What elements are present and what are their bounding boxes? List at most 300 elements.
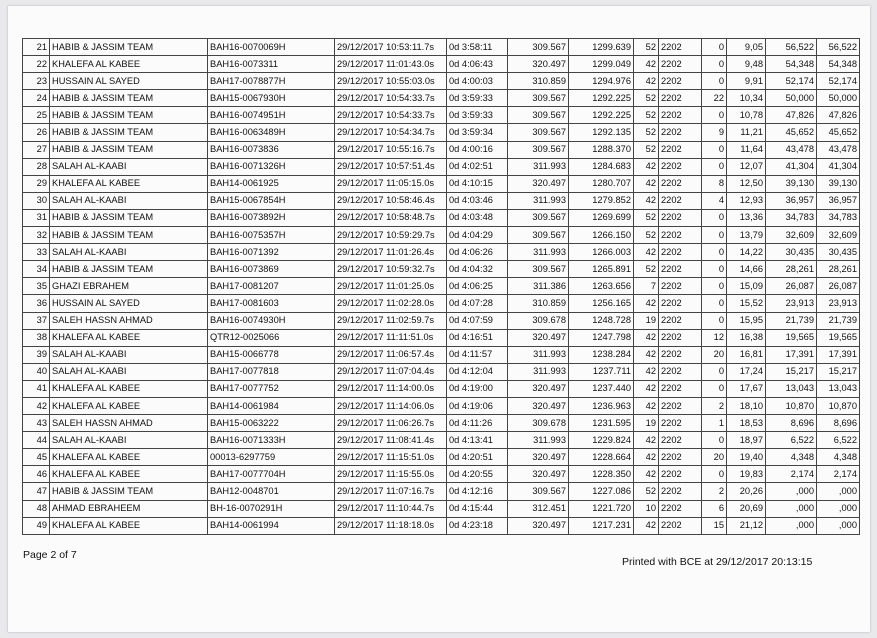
coefficient-cell: 9,48: [727, 56, 766, 73]
total-points-cell: 39,130: [817, 175, 860, 192]
total-points-cell: 45,652: [817, 124, 860, 141]
section-code-cell: 2202: [659, 192, 702, 209]
ring-number-cell: BAH16-0071392: [208, 244, 335, 261]
position-cell: 41: [23, 380, 50, 397]
table-row: [23, 517, 860, 534]
flight-duration-cell: 0d 4:06:26: [447, 244, 508, 261]
total-points-cell: 50,000: [817, 90, 860, 107]
total-points-cell: 17,391: [817, 346, 860, 363]
entries-cell: 0: [702, 432, 727, 449]
fancier-name-cell: HABIB & JASSIM TEAM: [50, 227, 208, 244]
section-code-cell: 2202: [659, 517, 702, 534]
coefficient-cell: 12,93: [727, 192, 766, 209]
section-code-cell: 2202: [659, 432, 702, 449]
entries-cell: 12: [702, 329, 727, 346]
ring-number-cell: BH-16-0070291H: [208, 500, 335, 517]
section-number-cell: 42: [634, 380, 659, 397]
ring-number-cell: BAH14-0061984: [208, 397, 335, 414]
ring-number-cell: BAH17-0077752: [208, 380, 335, 397]
arrival-time-cell: 29/12/2017 10:59:29.7s: [335, 227, 447, 244]
fancier-name-cell: AHMAD EBRAHEEM: [50, 500, 208, 517]
position-cell: 47: [23, 483, 50, 500]
coefficient-cell: 18,53: [727, 415, 766, 432]
arrival-time-cell: 29/12/2017 11:02:28.0s: [335, 295, 447, 312]
speed-cell: 1292.225: [569, 90, 634, 107]
speed-cell: 1229.824: [569, 432, 634, 449]
table-row: [23, 295, 860, 312]
distance-cell: 320.497: [508, 329, 569, 346]
ring-number-cell: BAH15-0063222: [208, 415, 335, 432]
coefficient-cell: 18,10: [727, 397, 766, 414]
ring-number-cell: BAH15-0067854H: [208, 192, 335, 209]
section-code-cell: 2202: [659, 158, 702, 175]
ring-number-cell: BAH17-0078877H: [208, 73, 335, 90]
points-cell: 13,043: [766, 380, 817, 397]
entries-cell: 0: [702, 261, 727, 278]
entries-cell: 0: [702, 227, 727, 244]
section-code-cell: 2202: [659, 449, 702, 466]
coefficient-cell: 9,05: [727, 39, 766, 56]
table-row: [23, 278, 860, 295]
speed-cell: 1292.135: [569, 124, 634, 141]
speed-cell: 1256.165: [569, 295, 634, 312]
speed-cell: 1236.963: [569, 397, 634, 414]
entries-cell: 15: [702, 517, 727, 534]
race-results-table: [22, 38, 860, 535]
fancier-name-cell: HABIB & JASSIM TEAM: [50, 483, 208, 500]
position-cell: 24: [23, 90, 50, 107]
distance-cell: 311.993: [508, 158, 569, 175]
fancier-name-cell: HABIB & JASSIM TEAM: [50, 107, 208, 124]
position-cell: 22: [23, 56, 50, 73]
ring-number-cell: BAH16-0071326H: [208, 158, 335, 175]
coefficient-cell: 9,91: [727, 73, 766, 90]
distance-cell: 311.993: [508, 363, 569, 380]
position-cell: 49: [23, 517, 50, 534]
distance-cell: 320.497: [508, 175, 569, 192]
total-points-cell: 23,913: [817, 295, 860, 312]
points-cell: 32,609: [766, 227, 817, 244]
arrival-time-cell: 29/12/2017 11:02:59.7s: [335, 312, 447, 329]
distance-cell: 320.497: [508, 517, 569, 534]
flight-duration-cell: 0d 4:16:51: [447, 329, 508, 346]
entries-cell: 0: [702, 141, 727, 158]
points-cell: 39,130: [766, 175, 817, 192]
fancier-name-cell: KHALEFA AL KABEE: [50, 397, 208, 414]
table-row: [23, 209, 860, 226]
entries-cell: 0: [702, 73, 727, 90]
section-code-cell: 2202: [659, 329, 702, 346]
total-points-cell: 19,565: [817, 329, 860, 346]
section-number-cell: 19: [634, 415, 659, 432]
total-points-cell: 52,174: [817, 73, 860, 90]
distance-cell: 309.567: [508, 209, 569, 226]
section-code-cell: 2202: [659, 500, 702, 517]
total-points-cell: ,000: [817, 483, 860, 500]
arrival-time-cell: 29/12/2017 11:14:00.0s: [335, 380, 447, 397]
table-row: [23, 483, 860, 500]
arrival-time-cell: 29/12/2017 11:07:16.7s: [335, 483, 447, 500]
total-points-cell: ,000: [817, 517, 860, 534]
arrival-time-cell: 29/12/2017 11:18:18.0s: [335, 517, 447, 534]
ring-number-cell: BAH16-0075357H: [208, 227, 335, 244]
fancier-name-cell: HABIB & JASSIM TEAM: [50, 124, 208, 141]
table-row: [23, 363, 860, 380]
points-cell: ,000: [766, 483, 817, 500]
table-row: [23, 56, 860, 73]
coefficient-cell: 19,83: [727, 466, 766, 483]
position-cell: 25: [23, 107, 50, 124]
distance-cell: 311.386: [508, 278, 569, 295]
speed-cell: 1231.595: [569, 415, 634, 432]
total-points-cell: 8,696: [817, 415, 860, 432]
flight-duration-cell: 0d 4:20:51: [447, 449, 508, 466]
table-row: [23, 158, 860, 175]
position-cell: 30: [23, 192, 50, 209]
table-row: [23, 449, 860, 466]
entries-cell: 0: [702, 312, 727, 329]
total-points-cell: 2,174: [817, 466, 860, 483]
speed-cell: 1269.699: [569, 209, 634, 226]
coefficient-cell: 16,38: [727, 329, 766, 346]
section-code-cell: 2202: [659, 363, 702, 380]
flight-duration-cell: 0d 4:11:57: [447, 346, 508, 363]
coefficient-cell: 20,69: [727, 500, 766, 517]
points-cell: 41,304: [766, 158, 817, 175]
fancier-name-cell: KHALEFA AL KABEE: [50, 466, 208, 483]
section-code-cell: 2202: [659, 346, 702, 363]
total-points-cell: 30,435: [817, 244, 860, 261]
distance-cell: 320.497: [508, 466, 569, 483]
section-number-cell: 42: [634, 56, 659, 73]
speed-cell: 1294.976: [569, 73, 634, 90]
section-code-cell: 2202: [659, 397, 702, 414]
speed-cell: 1247.798: [569, 329, 634, 346]
section-number-cell: 52: [634, 107, 659, 124]
table-row: [23, 175, 860, 192]
fancier-name-cell: KHALEFA AL KABEE: [50, 56, 208, 73]
ring-number-cell: BAH16-0073836: [208, 141, 335, 158]
coefficient-cell: 11,21: [727, 124, 766, 141]
position-cell: 45: [23, 449, 50, 466]
section-code-cell: 2202: [659, 244, 702, 261]
fancier-name-cell: SALEH HASSN AHMAD: [50, 312, 208, 329]
table-row: [23, 312, 860, 329]
ring-number-cell: BAH16-0074930H: [208, 312, 335, 329]
entries-cell: 0: [702, 278, 727, 295]
section-code-cell: 2202: [659, 175, 702, 192]
speed-cell: 1237.711: [569, 363, 634, 380]
position-cell: 48: [23, 500, 50, 517]
table-row: [23, 107, 860, 124]
coefficient-cell: 14,66: [727, 261, 766, 278]
table-row: [23, 380, 860, 397]
section-code-cell: 2202: [659, 261, 702, 278]
section-number-cell: 52: [634, 141, 659, 158]
entries-cell: 2: [702, 483, 727, 500]
entries-cell: 0: [702, 466, 727, 483]
total-points-cell: 54,348: [817, 56, 860, 73]
section-code-cell: 2202: [659, 124, 702, 141]
table-row: [23, 124, 860, 141]
flight-duration-cell: 0d 4:23:18: [447, 517, 508, 534]
position-cell: 42: [23, 397, 50, 414]
entries-cell: 0: [702, 295, 727, 312]
section-number-cell: 52: [634, 39, 659, 56]
coefficient-cell: 19,40: [727, 449, 766, 466]
section-number-cell: 42: [634, 158, 659, 175]
table-row: [23, 73, 860, 90]
distance-cell: 309.567: [508, 90, 569, 107]
ring-number-cell: BAH16-0063489H: [208, 124, 335, 141]
speed-cell: 1248.728: [569, 312, 634, 329]
points-cell: 30,435: [766, 244, 817, 261]
total-points-cell: 13,043: [817, 380, 860, 397]
flight-duration-cell: 0d 4:02:51: [447, 158, 508, 175]
points-cell: 10,870: [766, 397, 817, 414]
section-number-cell: 52: [634, 261, 659, 278]
flight-duration-cell: 0d 4:00:16: [447, 141, 508, 158]
coefficient-cell: 15,52: [727, 295, 766, 312]
fancier-name-cell: HUSSAIN AL SAYED: [50, 73, 208, 90]
position-cell: 40: [23, 363, 50, 380]
section-number-cell: 42: [634, 175, 659, 192]
arrival-time-cell: 29/12/2017 11:01:43.0s: [335, 56, 447, 73]
speed-cell: 1228.350: [569, 466, 634, 483]
position-cell: 31: [23, 209, 50, 226]
flight-duration-cell: 0d 4:19:00: [447, 380, 508, 397]
points-cell: 45,652: [766, 124, 817, 141]
ring-number-cell: BAH17-0081603: [208, 295, 335, 312]
entries-cell: 0: [702, 244, 727, 261]
arrival-time-cell: 29/12/2017 10:55:16.7s: [335, 141, 447, 158]
section-number-cell: 42: [634, 432, 659, 449]
entries-cell: 20: [702, 449, 727, 466]
ring-number-cell: 00013-6297759: [208, 449, 335, 466]
speed-cell: 1292.225: [569, 107, 634, 124]
distance-cell: 309.567: [508, 483, 569, 500]
distance-cell: 312.451: [508, 500, 569, 517]
flight-duration-cell: 0d 4:04:29: [447, 227, 508, 244]
fancier-name-cell: HABIB & JASSIM TEAM: [50, 141, 208, 158]
coefficient-cell: 12,07: [727, 158, 766, 175]
total-points-cell: ,000: [817, 500, 860, 517]
coefficient-cell: 17,67: [727, 380, 766, 397]
table-row: [23, 227, 860, 244]
points-cell: 47,826: [766, 107, 817, 124]
section-number-cell: 7: [634, 278, 659, 295]
arrival-time-cell: 29/12/2017 10:58:48.7s: [335, 209, 447, 226]
position-cell: 26: [23, 124, 50, 141]
section-number-cell: 42: [634, 363, 659, 380]
position-cell: 33: [23, 244, 50, 261]
section-number-cell: 52: [634, 124, 659, 141]
section-number-cell: 42: [634, 466, 659, 483]
arrival-time-cell: 29/12/2017 11:05:15.0s: [335, 175, 447, 192]
entries-cell: 22: [702, 90, 727, 107]
speed-cell: 1237.440: [569, 380, 634, 397]
section-number-cell: 42: [634, 329, 659, 346]
flight-duration-cell: 0d 4:06:25: [447, 278, 508, 295]
results-table-body: [23, 39, 860, 535]
position-cell: 39: [23, 346, 50, 363]
arrival-time-cell: 29/12/2017 10:57:51.4s: [335, 158, 447, 175]
fancier-name-cell: HABIB & JASSIM TEAM: [50, 261, 208, 278]
flight-duration-cell: 0d 4:13:41: [447, 432, 508, 449]
flight-duration-cell: 0d 3:59:34: [447, 124, 508, 141]
coefficient-cell: 18,97: [727, 432, 766, 449]
ring-number-cell: BAH16-0073892H: [208, 209, 335, 226]
entries-cell: 0: [702, 56, 727, 73]
entries-cell: 8: [702, 175, 727, 192]
position-cell: 28: [23, 158, 50, 175]
speed-cell: 1238.284: [569, 346, 634, 363]
section-number-cell: 52: [634, 209, 659, 226]
coefficient-cell: 10,78: [727, 107, 766, 124]
flight-duration-cell: 0d 4:00:03: [447, 73, 508, 90]
section-number-cell: 42: [634, 517, 659, 534]
coefficient-cell: 16,81: [727, 346, 766, 363]
points-cell: 43,478: [766, 141, 817, 158]
distance-cell: 309.678: [508, 312, 569, 329]
flight-duration-cell: 0d 3:59:33: [447, 107, 508, 124]
distance-cell: 311.993: [508, 244, 569, 261]
ring-number-cell: BAH16-0073311: [208, 56, 335, 73]
distance-cell: 310.859: [508, 295, 569, 312]
coefficient-cell: 15,09: [727, 278, 766, 295]
distance-cell: 309.567: [508, 107, 569, 124]
fancier-name-cell: HABIB & JASSIM TEAM: [50, 209, 208, 226]
speed-cell: 1284.683: [569, 158, 634, 175]
fancier-name-cell: SALAH AL-KAABI: [50, 244, 208, 261]
arrival-time-cell: 29/12/2017 10:55:03.0s: [335, 73, 447, 90]
table-row: [23, 432, 860, 449]
arrival-time-cell: 29/12/2017 11:11:51.0s: [335, 329, 447, 346]
section-number-cell: 52: [634, 483, 659, 500]
coefficient-cell: 13,36: [727, 209, 766, 226]
distance-cell: 311.993: [508, 432, 569, 449]
position-cell: 37: [23, 312, 50, 329]
ring-number-cell: BAH15-0066778: [208, 346, 335, 363]
fancier-name-cell: SALAH AL-KAABI: [50, 432, 208, 449]
position-cell: 36: [23, 295, 50, 312]
flight-duration-cell: 0d 4:12:04: [447, 363, 508, 380]
ring-number-cell: BAH17-0081207: [208, 278, 335, 295]
speed-cell: 1266.003: [569, 244, 634, 261]
total-points-cell: 6,522: [817, 432, 860, 449]
speed-cell: 1217.231: [569, 517, 634, 534]
ring-number-cell: BAH16-0070069H: [208, 39, 335, 56]
speed-cell: 1221.720: [569, 500, 634, 517]
section-code-cell: 2202: [659, 209, 702, 226]
position-cell: 27: [23, 141, 50, 158]
page-number: Page 2 of 7: [23, 549, 77, 561]
arrival-time-cell: 29/12/2017 10:54:33.7s: [335, 107, 447, 124]
arrival-time-cell: 29/12/2017 10:58:46.4s: [335, 192, 447, 209]
total-points-cell: 43,478: [817, 141, 860, 158]
position-cell: 29: [23, 175, 50, 192]
arrival-time-cell: 29/12/2017 10:59:32.7s: [335, 261, 447, 278]
total-points-cell: 26,087: [817, 278, 860, 295]
distance-cell: 309.567: [508, 261, 569, 278]
entries-cell: 0: [702, 39, 727, 56]
position-cell: 38: [23, 329, 50, 346]
fancier-name-cell: GHAZI EBRAHEM: [50, 278, 208, 295]
distance-cell: 320.497: [508, 56, 569, 73]
speed-cell: 1279.852: [569, 192, 634, 209]
arrival-time-cell: 29/12/2017 11:15:55.0s: [335, 466, 447, 483]
points-cell: 6,522: [766, 432, 817, 449]
table-row: [23, 192, 860, 209]
ring-number-cell: BAH14-0061925: [208, 175, 335, 192]
total-points-cell: 47,826: [817, 107, 860, 124]
flight-duration-cell: 0d 4:07:28: [447, 295, 508, 312]
ring-number-cell: BAH17-0077818: [208, 363, 335, 380]
flight-duration-cell: 0d 3:59:33: [447, 90, 508, 107]
fancier-name-cell: HABIB & JASSIM TEAM: [50, 39, 208, 56]
total-points-cell: 56,522: [817, 39, 860, 56]
section-number-cell: 10: [634, 500, 659, 517]
points-cell: 23,913: [766, 295, 817, 312]
total-points-cell: 34,783: [817, 209, 860, 226]
position-cell: 44: [23, 432, 50, 449]
table-row: [23, 39, 860, 56]
position-cell: 43: [23, 415, 50, 432]
table-row: [23, 466, 860, 483]
ring-number-cell: BAH16-0071333H: [208, 432, 335, 449]
points-cell: ,000: [766, 500, 817, 517]
total-points-cell: 36,957: [817, 192, 860, 209]
entries-cell: 20: [702, 346, 727, 363]
section-code-cell: 2202: [659, 415, 702, 432]
distance-cell: 309.567: [508, 39, 569, 56]
points-cell: 52,174: [766, 73, 817, 90]
arrival-time-cell: 29/12/2017 11:01:25.0s: [335, 278, 447, 295]
distance-cell: 320.497: [508, 397, 569, 414]
section-number-cell: 42: [634, 73, 659, 90]
flight-duration-cell: 0d 4:03:48: [447, 209, 508, 226]
speed-cell: 1280.707: [569, 175, 634, 192]
distance-cell: 310.859: [508, 73, 569, 90]
ring-number-cell: BAH16-0073869: [208, 261, 335, 278]
section-code-cell: 2202: [659, 39, 702, 56]
fancier-name-cell: KHALEFA AL KABEE: [50, 175, 208, 192]
fancier-name-cell: HABIB & JASSIM TEAM: [50, 90, 208, 107]
fancier-name-cell: KHALEFA AL KABEE: [50, 517, 208, 534]
arrival-time-cell: 29/12/2017 11:07:04.4s: [335, 363, 447, 380]
table-row: [23, 415, 860, 432]
section-code-cell: 2202: [659, 312, 702, 329]
section-code-cell: 2202: [659, 483, 702, 500]
ring-number-cell: QTR12-0025066: [208, 329, 335, 346]
coefficient-cell: 13,79: [727, 227, 766, 244]
entries-cell: 0: [702, 158, 727, 175]
fancier-name-cell: SALAH AL-KAABI: [50, 192, 208, 209]
coefficient-cell: 10,34: [727, 90, 766, 107]
section-number-cell: 19: [634, 312, 659, 329]
total-points-cell: 41,304: [817, 158, 860, 175]
points-cell: 15,217: [766, 363, 817, 380]
speed-cell: 1299.049: [569, 56, 634, 73]
printed-page: [8, 6, 870, 632]
section-code-cell: 2202: [659, 466, 702, 483]
ring-number-cell: BAH12-0048701: [208, 483, 335, 500]
ring-number-cell: BAH14-0061994: [208, 517, 335, 534]
coefficient-cell: 11,64: [727, 141, 766, 158]
points-cell: 56,522: [766, 39, 817, 56]
section-code-cell: 2202: [659, 107, 702, 124]
section-number-cell: 42: [634, 397, 659, 414]
